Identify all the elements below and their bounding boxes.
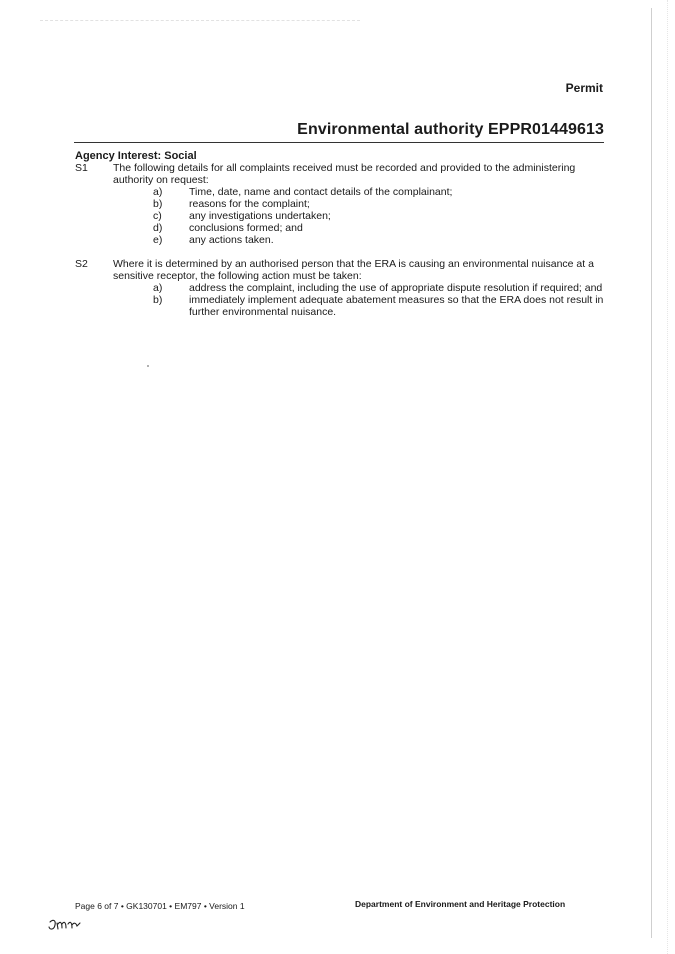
list-item [113, 210, 615, 222]
handwritten-initials-signature [47, 916, 87, 934]
condition-items [113, 186, 615, 246]
item-letter: a) [153, 186, 163, 198]
item-text: conclusions formed; and [189, 222, 303, 234]
scan-artifact-edge [651, 8, 652, 938]
footer-department: Department of Environment and Heritage Protection [355, 899, 566, 909]
item-text: immediately implement adequate abatement measures so that the ERA does not result in further environmental nuisance. [189, 294, 604, 318]
list-item [113, 282, 615, 294]
item-letter: a) [153, 282, 163, 294]
item-text: Time, date, name and contact details of the complainant; [189, 186, 453, 198]
item-letter: b) [153, 294, 163, 306]
footer-page-info: Page 6 of 7 • GK130701 • EM797 • Version 1 [75, 901, 245, 911]
item-letter: c) [153, 210, 162, 222]
list-item [113, 294, 615, 318]
permit-label: Permit [565, 81, 603, 95]
condition-s2 [75, 258, 615, 318]
condition-text: The following details for all complaints received must be recorded and provided to the administering authority on request: [113, 162, 576, 186]
scan-artifact-edge-outer [667, 0, 668, 954]
title-divider [74, 142, 604, 143]
scan-speck [147, 365, 149, 367]
conditions-section [75, 150, 615, 318]
item-letter: e) [153, 234, 163, 246]
scan-artifact-top [40, 20, 360, 21]
document-title: Environmental authority EPPR01449613 [297, 121, 604, 138]
list-item [113, 198, 615, 210]
condition-text: Where it is determined by an authorised person that the ERA is causing an environmental nuisance at a sensitive receptor, the following action must be taken: [113, 258, 594, 282]
list-item [113, 186, 615, 198]
condition-id: S2 [75, 258, 88, 270]
item-letter: b) [153, 198, 163, 210]
list-item [113, 222, 615, 234]
item-text: any investigations undertaken; [189, 210, 331, 222]
section-heading: Agency Interest: Social [75, 150, 197, 162]
condition-s1 [75, 162, 615, 246]
item-text: address the complaint, including the use of appropriate dispute resolution if required; and [189, 282, 603, 294]
list-item [113, 234, 615, 246]
condition-id: S1 [75, 162, 88, 174]
item-text: any actions taken. [189, 234, 274, 246]
item-text: reasons for the complaint; [189, 198, 310, 210]
condition-items [113, 282, 615, 318]
item-letter: d) [153, 222, 163, 234]
